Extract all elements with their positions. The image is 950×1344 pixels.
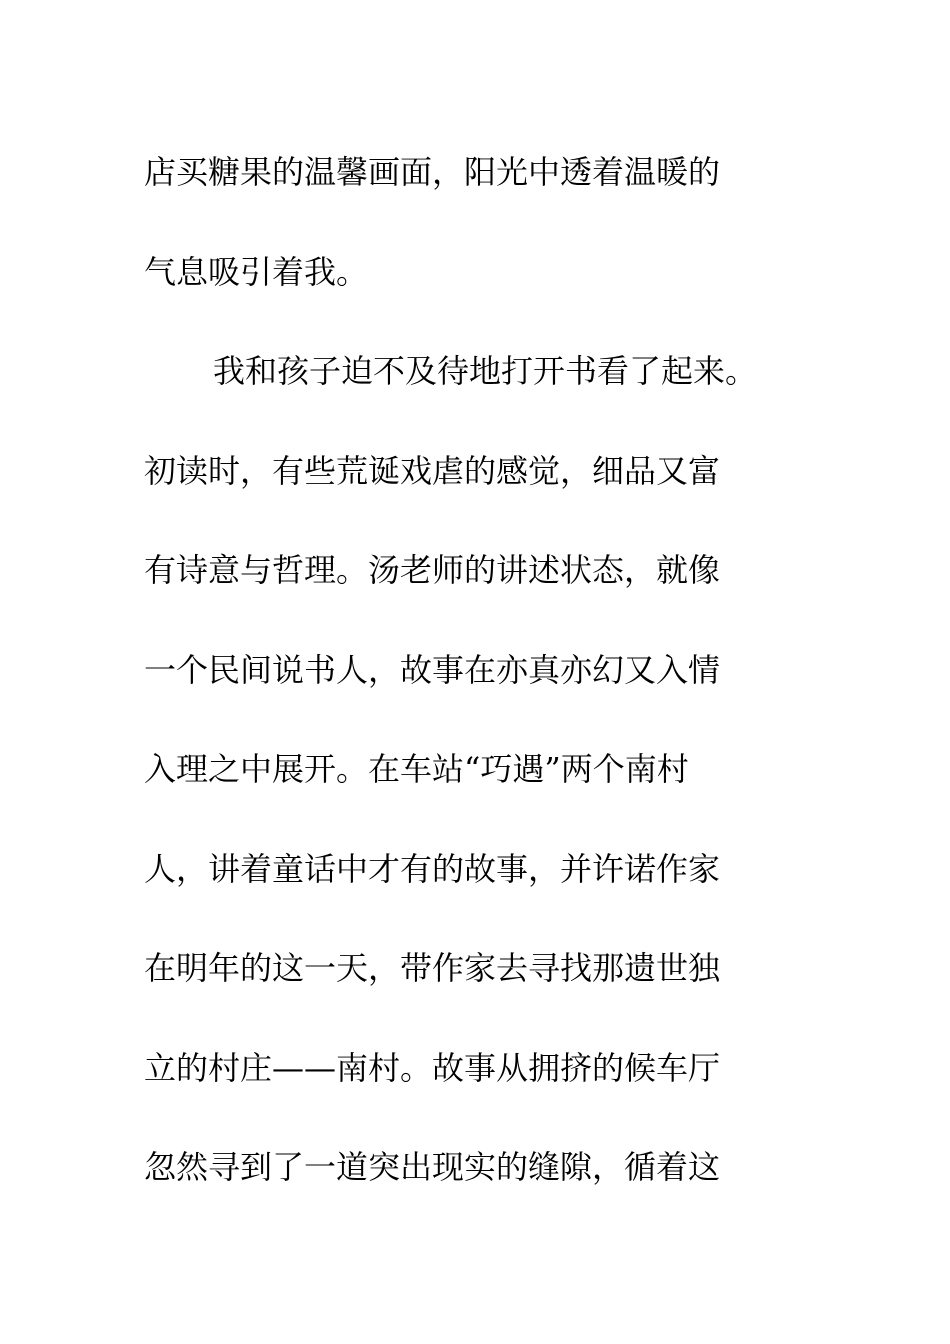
text-line-8: 人，讲着童话中才有的故事，并许诺作家 (144, 849, 721, 888)
paragraph-start-line: 我和孩子迫不及待地打开书看了起来。 (213, 352, 758, 390)
body-text (144, 123, 824, 1218)
text-line-10: 立的村庄——南村。故事从拥挤的候车厅 (144, 1048, 721, 1087)
text-line-9: 在明年的这一天，带作家去寻找那遗世独 (144, 949, 721, 987)
text-line-7: 入理之中展开。在车站“巧遇”两个南村 (144, 750, 689, 788)
text-line-5: 有诗意与哲理。汤老师的讲述状态，就像 (144, 551, 721, 589)
text-line-2: 气息吸引着我。 (144, 252, 369, 291)
text-line-6: 一个民间说书人，故事在亦真亦幻又入情 (144, 650, 721, 689)
text-line-1: 店买糖果的温馨画面，阳光中透着温暖的 (144, 153, 721, 191)
text-line-4: 初读时，有些荒诞戏虐的感觉，细品又富 (144, 451, 721, 490)
text-line-11: 忽然寻到了一道突出现实的缝隙，循着这 (144, 1148, 721, 1186)
